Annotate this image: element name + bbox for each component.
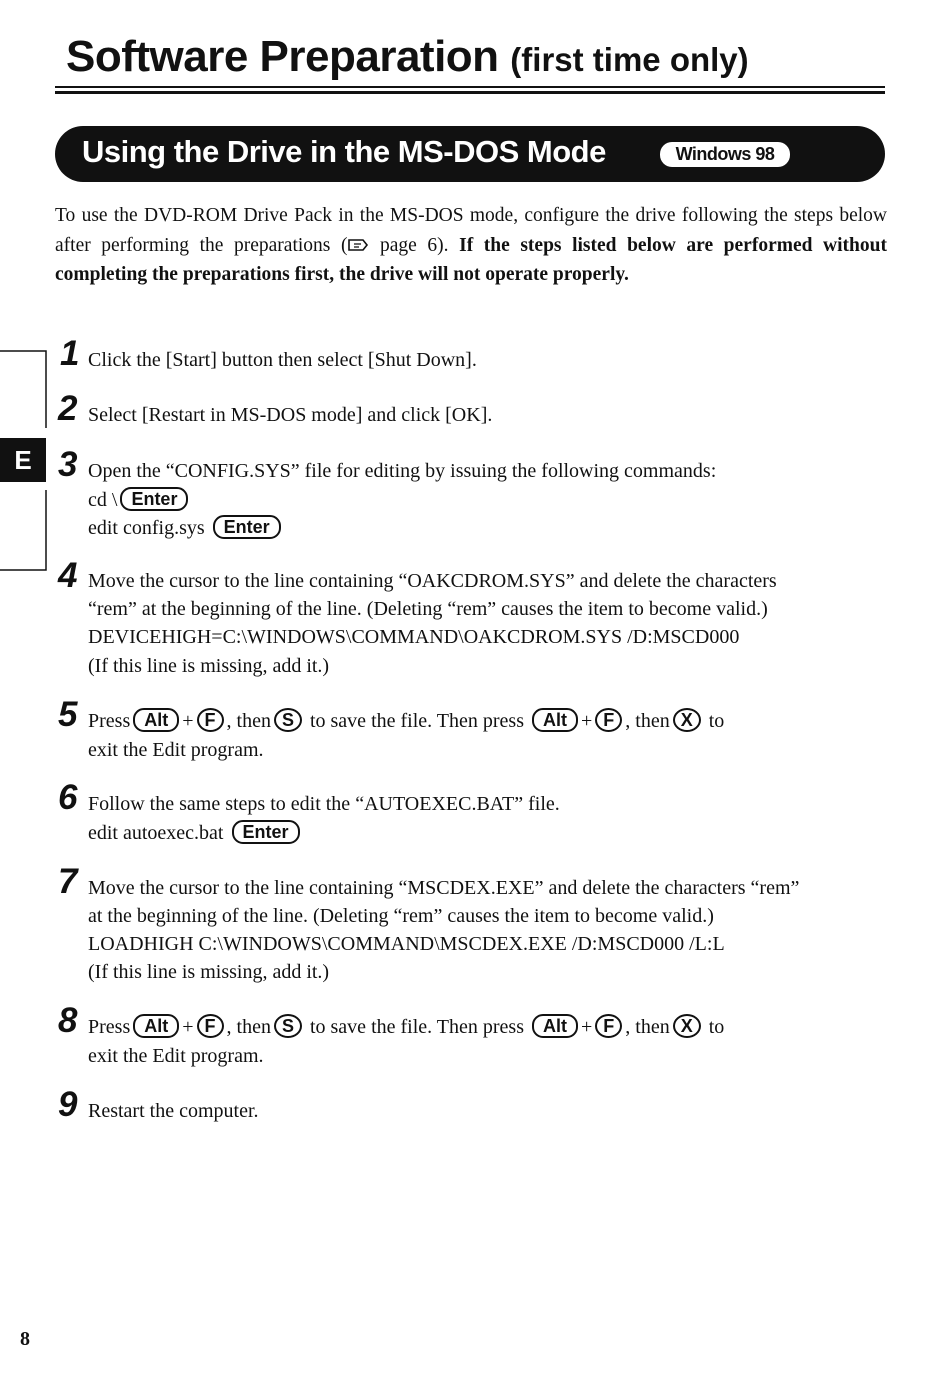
enter-key: Enter xyxy=(213,515,281,539)
page-number: 8 xyxy=(20,1328,30,1350)
f-key: F xyxy=(197,708,224,732)
s-key: S xyxy=(274,708,302,732)
enter-key: Enter xyxy=(232,820,300,844)
windows98-badge: Windows 98 xyxy=(660,142,790,167)
command-text: cd \ xyxy=(88,489,118,511)
alt-key: Alt xyxy=(532,1014,578,1038)
f-key: F xyxy=(595,1014,622,1038)
page-title-main: Software Preparation xyxy=(66,32,499,81)
enter-key: Enter xyxy=(120,487,188,511)
step-text: DEVICEHIGH=C:\WINDOWS\COMMAND\OAKCDROM.SYS /D:MSCD000 xyxy=(88,626,740,648)
command-line xyxy=(88,486,191,515)
f-key: F xyxy=(595,708,622,732)
step-number: 3 xyxy=(58,445,78,484)
intro-text: To use the DVD-ROM Drive Pack in the MS-DOS mode, configure the drive following the steps below after performing the preparations ( xyxy=(55,205,887,256)
command-text: edit autoexec.bat xyxy=(88,822,224,844)
intro-warning: If the steps listed below are performed without completing the preparations first, the drive will not operate properly. xyxy=(55,234,887,285)
step-number: 5 xyxy=(58,695,78,734)
alt-key: Alt xyxy=(133,1014,179,1038)
step-text: Move the cursor to the line containing “MSCDEX.EXE” and delete the characters “rem” xyxy=(88,877,800,899)
intro-paragraph xyxy=(55,201,887,290)
s-key: S xyxy=(274,1014,302,1038)
command-line xyxy=(88,514,284,543)
step-text: (If this line is missing, add it.) xyxy=(88,655,330,677)
x-key: X xyxy=(673,1014,701,1038)
step-text: Follow the same steps to edit the “AUTOEXEC.BAT” file. xyxy=(88,793,560,815)
step-text: at the beginning of the line. (Deleting “rem” causes the item to become valid.) xyxy=(88,905,714,927)
alt-key: Alt xyxy=(133,708,179,732)
step-text: “rem” at the beginning of the line. (Deleting “rem” causes the item to become valid.) xyxy=(88,598,768,620)
step-text: , then xyxy=(625,1016,670,1038)
step-number: 7 xyxy=(58,862,78,901)
step-text: Click the [Start] button then select [Shut Down]. xyxy=(88,349,477,371)
step-text: , then xyxy=(625,710,670,732)
step-number: 8 xyxy=(58,1001,78,1040)
intro-page-ref: page 6). xyxy=(380,234,449,256)
step-text: Press xyxy=(88,1016,131,1038)
step-number: 1 xyxy=(60,334,80,373)
step-text: exit the Edit program. xyxy=(88,1045,264,1067)
page-title-subtitle: (first time only) xyxy=(510,41,749,78)
step-text: Restart the computer. xyxy=(88,1100,259,1122)
title-rule-top xyxy=(55,86,885,88)
x-key: X xyxy=(673,708,701,732)
step-key-line: Press Alt + F , then S to save the file. Then press Alt + F , then X to xyxy=(88,710,725,732)
step-text: Select [Restart in MS-DOS mode] and click [OK]. xyxy=(88,404,493,426)
step-number: 4 xyxy=(58,556,78,595)
title-rule-bottom xyxy=(55,91,885,94)
command-line xyxy=(88,819,303,848)
page-title xyxy=(66,32,749,82)
step-text: , then xyxy=(226,1016,271,1038)
step-number: 6 xyxy=(58,778,78,817)
step-text: LOADHIGH C:\WINDOWS\COMMAND\MSCDEX.EXE /D:MSCD000 /L:L xyxy=(88,933,725,955)
step-text: Open the “CONFIG.SYS” file for editing by issuing the following commands: xyxy=(88,460,717,482)
page-reference-icon xyxy=(347,238,369,252)
step-number: 2 xyxy=(58,389,78,428)
step-text: Press xyxy=(88,710,131,732)
step-number: 9 xyxy=(58,1085,78,1124)
step-text: to xyxy=(708,710,725,732)
step-text: exit the Edit program. xyxy=(88,739,264,761)
alt-key: Alt xyxy=(532,708,578,732)
step-text: to xyxy=(708,1016,725,1038)
step-text: to save the file. Then press xyxy=(309,710,524,732)
command-text: edit config.sys xyxy=(88,517,205,539)
step-text: Move the cursor to the line containing “OAKCDROM.SYS” and delete the characters xyxy=(88,570,777,592)
step-key-line: Press Alt + F , then S to save the file. Then press Alt + F , then X to xyxy=(88,1016,725,1038)
f-key: F xyxy=(197,1014,224,1038)
step-text: to save the file. Then press xyxy=(309,1016,524,1038)
section-title: Using the Drive in the MS-DOS Mode xyxy=(82,134,606,169)
step-text: (If this line is missing, add it.) xyxy=(88,961,330,983)
section-tab-e: E xyxy=(0,438,46,482)
step-text: , then xyxy=(226,710,271,732)
